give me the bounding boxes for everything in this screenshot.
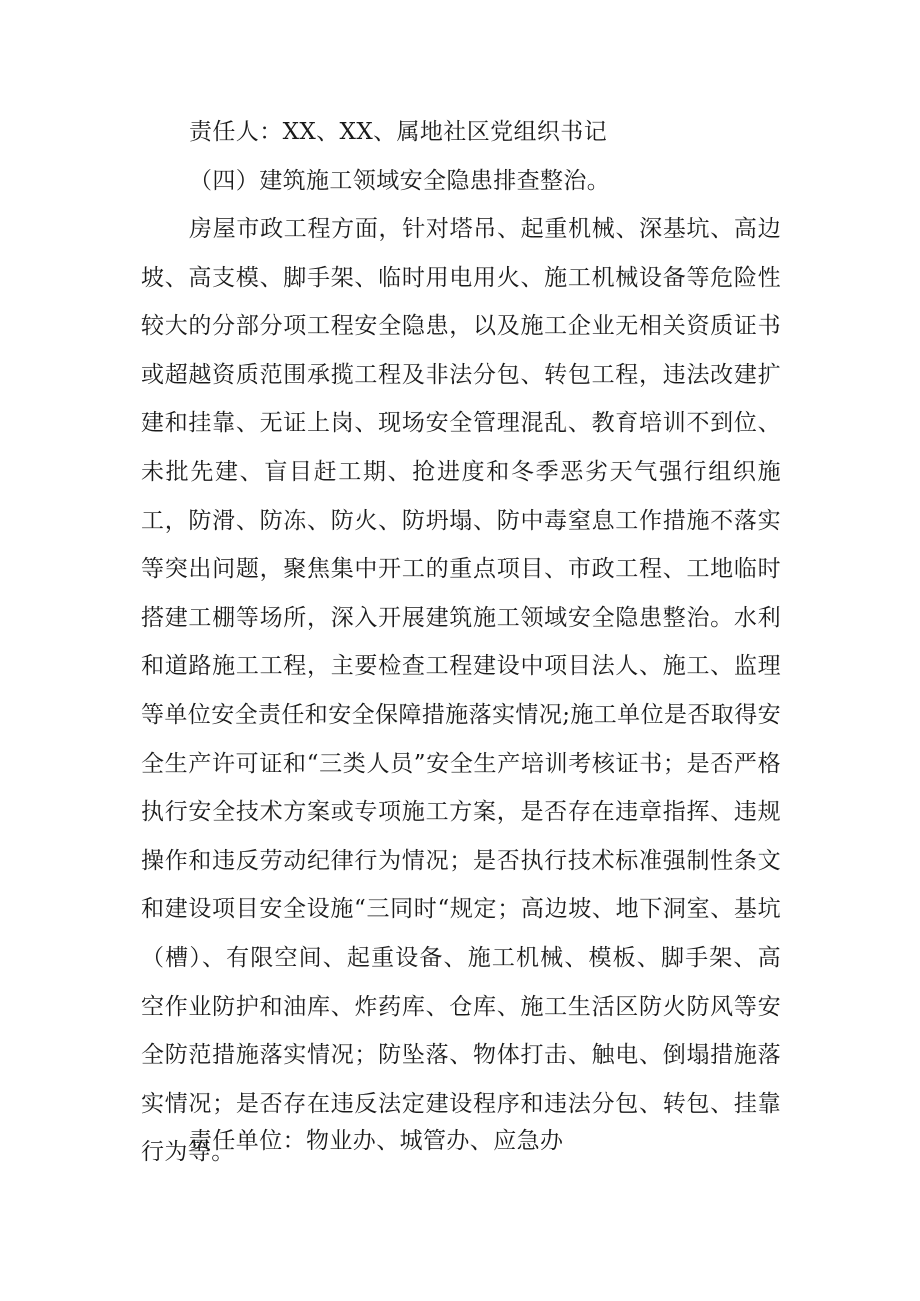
section-heading: （四）建筑施工领域安全隐患排查整治。 <box>189 168 611 194</box>
body-paragraph: 房屋市政工程方面，针对塔吊、起重机械、深基坑、高边坡、高支模、脚手架、临时用电用火、施工机械设备等危险性较大的分部分项工程安全隐患，以及施工企业无相关资质证书或超越资质范围承揽工程及非法分包、转包工程，违法改建扩建和挂靠、无证上岗、现场安全管理混乱、教育培训不到位、未批先建、盲目赶工期、抢进度和冬季恶劣天气强行组织施工，防滑、防冻、防火、防坍塌、防中毒窒息工作措施不落实等突出问题，聚焦集中开工的重点项目、市政工程、工地临时搭建工棚等场所，深入开展建筑施工领域安全隐患整治。水利和道路施工工程，主要检查工程建设中项目法人、施工、监理等单位安全责任和安全保障措施落实情况;施工单位是否取得安全生产许可证和“三类人员”安全生产培训考核证书；是否严格执行安全技术方案或专项施工方案，是否存在违章指挥、违规操作和违反劳动纪律行为情况；是否执行技术标准强制性条文和建设项目安全设施“三同时“规定；高边坡、地下洞室、基坑（槽）、有限空间、起重设备、施工机械、模板、脚手架、高空作业防护和油库、炸药库、仓库、施工生活区防火防风等安全防范措施落实情况；防坠落、物体打击、触电、倒塌措施落实情况；是否存在违反法定建设程序和违法分包、转包、挂靠行为等。 <box>141 216 781 1166</box>
responsible-unit-line: 责任单位：物业办、城管办、应急办 <box>189 1128 564 1154</box>
responsible-person-line: 责任人：XX、XX、属地社区党组织书记 <box>189 119 608 145</box>
